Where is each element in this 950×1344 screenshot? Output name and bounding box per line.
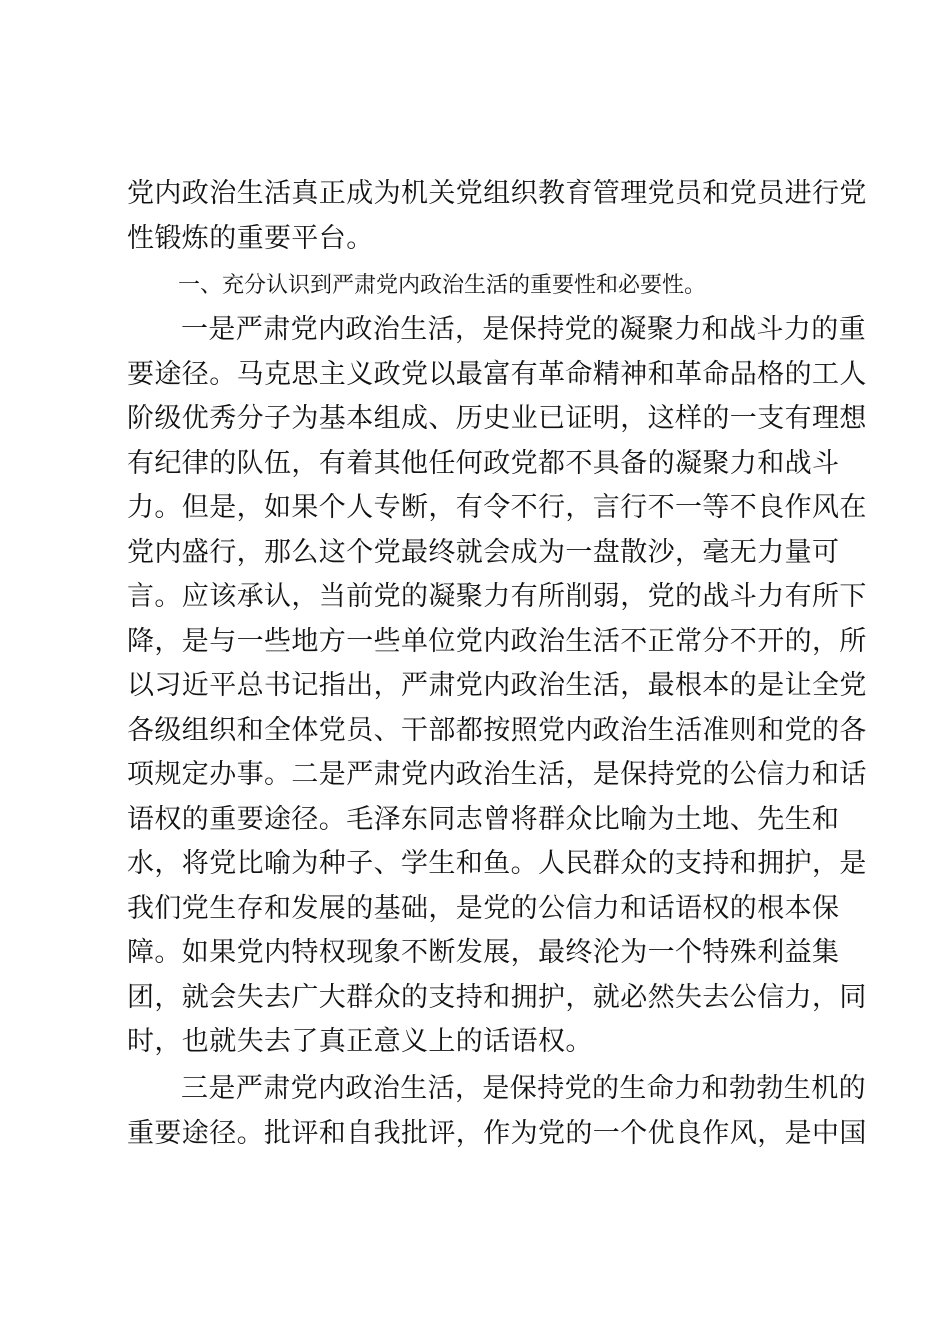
text-line: 一是严肃党内政治生活，是保持党的凝聚力和战斗力的重 bbox=[181, 314, 866, 345]
paragraph-2 bbox=[127, 1067, 867, 1156]
text-line: 项规定办事。二是严肃党内政治生活，是保持党的公信力和话 bbox=[127, 759, 867, 790]
intro-paragraph bbox=[127, 172, 867, 261]
text-line: 性锻炼的重要平台。 bbox=[127, 222, 374, 254]
text-line: 各级组织和全体党员、干部都按照党内政治生活准则和党的各 bbox=[127, 714, 867, 746]
text-line: 团，就会失去广大群众的支持和拥护，就必然失去公信力，同 bbox=[127, 981, 867, 1013]
text-line: 降，是与一些地方一些单位党内政治生活不正常分不开的，所 bbox=[127, 625, 867, 657]
text-line: 三是严肃党内政治生活，是保持党的生命力和勃勃生机的 bbox=[181, 1073, 866, 1104]
text-line: 要途径。马克思主义政党以最富有革命精神和革命品格的工人 bbox=[127, 358, 867, 390]
text-line: 我们党生存和发展的基础，是党的公信力和话语权的根本保 bbox=[127, 892, 840, 924]
text-line: 语权的重要途径。毛泽东同志曾将群众比喻为土地、先生和 bbox=[127, 803, 840, 835]
text-line: 阶级优秀分子为基本组成、历史业已证明，这样的一支有理想 bbox=[127, 403, 867, 434]
text-line: 水，将党比喻为种子、学生和鱼。人民群众的支持和拥护，是 bbox=[127, 848, 867, 879]
text-line: 重要途径。批评和自我批评，作为党的一个优良作风，是中国 bbox=[127, 1117, 867, 1149]
text-line: 党内盛行，那么这个党最终就会成为一盘散沙，毫无力量可 bbox=[127, 536, 840, 568]
text-line: 言。应该承认，当前党的凝聚力有所削弱，党的战斗力有所下 bbox=[127, 581, 867, 612]
text-line: 党内政治生活真正成为机关党组织教育管理党员和党员进行党 bbox=[127, 178, 867, 209]
text-line: 有纪律的队伍，有着其他任何政党都不具备的凝聚力和战斗 bbox=[127, 447, 840, 479]
paragraph-1 bbox=[127, 308, 867, 1065]
section-heading: 一、充分认识到严肃党内政治生活的重要性和必要性。 bbox=[178, 273, 707, 298]
text-line: 障。如果党内特权现象不断发展，最终沦为一个特殊利益集 bbox=[127, 937, 840, 968]
text-line: 时，也就失去了真正意义上的话语权。 bbox=[127, 1026, 593, 1057]
text-line: 力。但是，如果个人专断，有令不行，言行不一等不良作风在 bbox=[127, 492, 867, 523]
text-line: 以习近平总书记指出，严肃党内政治生活，最根本的是让全党 bbox=[127, 670, 867, 701]
